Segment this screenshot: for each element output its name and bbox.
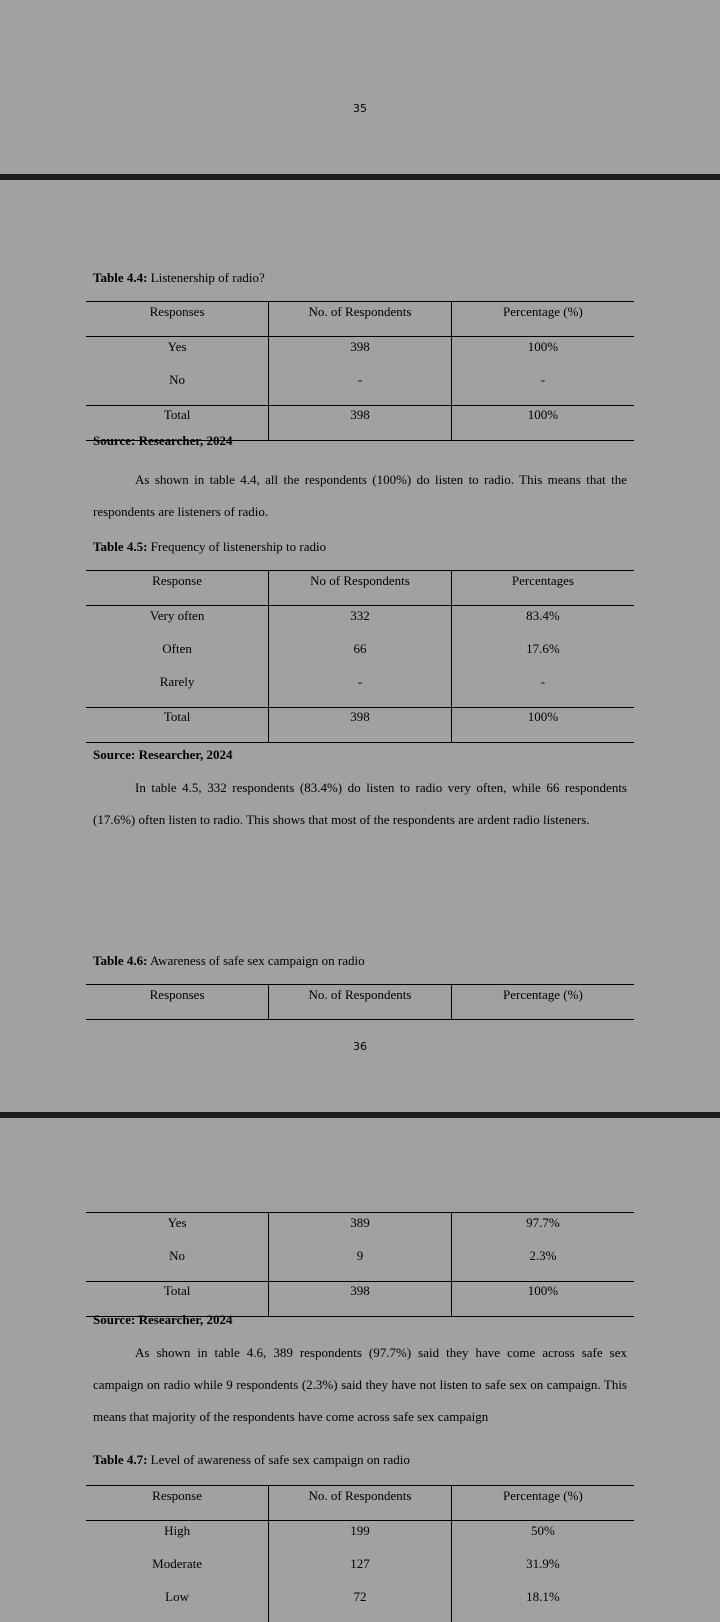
table-4-7 — [86, 1485, 634, 1622]
table-cell: 398 — [269, 1282, 452, 1317]
column-header: Responses — [86, 985, 269, 1020]
table-4-4 — [86, 301, 634, 441]
table-4-5 — [86, 570, 634, 743]
table-cell: - — [269, 372, 452, 406]
column-header: Percentage (%) — [451, 1486, 634, 1521]
paragraph: In table 4.5, 332 respondents (83.4%) do listen to radio very often, while 66 respondents (17.6%) often listen to radio. This shows that most of the respondents are ardent radio listeners. — [93, 780, 627, 827]
table-caption — [93, 953, 365, 969]
table-cell: Yes — [86, 337, 269, 373]
table-row — [86, 1248, 634, 1282]
table-cell: 389 — [269, 1213, 452, 1249]
table-cell: No — [86, 372, 269, 406]
table-row — [86, 372, 634, 406]
page-separator — [0, 1112, 720, 1118]
table-cell: 83.4% — [451, 606, 634, 642]
table-cell: 2.3% — [451, 1248, 634, 1282]
table-cell: 50% — [451, 1521, 634, 1557]
table-cell: 31.9% — [451, 1556, 634, 1589]
table-row — [86, 674, 634, 708]
page-number: 35 — [353, 102, 367, 115]
table-cell: Yes — [86, 1213, 269, 1249]
table-cell: 398 — [269, 708, 452, 743]
table-row — [86, 337, 634, 373]
table-cell: 398 — [269, 406, 452, 441]
page-separator — [0, 174, 720, 180]
column-header: Percentages — [451, 571, 634, 606]
table-cell: 66 — [269, 641, 452, 674]
column-header: Response — [86, 571, 269, 606]
table-cell: 100% — [451, 406, 634, 441]
table-cell: 100% — [451, 1282, 634, 1317]
table-cell: Total — [86, 406, 269, 441]
column-header: No. of Respondents — [269, 985, 452, 1020]
table-cell: 100% — [451, 708, 634, 743]
table-total-row — [86, 708, 634, 743]
table-cell: - — [451, 372, 634, 406]
table-row — [86, 1213, 634, 1249]
table-caption-text: Level of awareness of safe sex campaign on radio — [147, 1452, 410, 1467]
table-caption — [93, 1452, 410, 1468]
table-cell: 17.6% — [451, 641, 634, 674]
table-caption-label: Table 4.4: — [93, 270, 148, 285]
column-header: Percentage (%) — [451, 302, 634, 337]
table-cell: 100% — [451, 337, 634, 373]
table-caption — [93, 270, 265, 286]
table-cell: 72 — [269, 1589, 452, 1622]
table-cell: 127 — [269, 1556, 452, 1589]
table-source: Source: Researcher, 2024 — [93, 747, 233, 762]
table-cell: Total — [86, 708, 269, 743]
table-cell: Very often — [86, 606, 269, 642]
table-cell: 9 — [269, 1248, 452, 1282]
column-header: No of Respondents — [269, 571, 452, 606]
table-cell: 97.7% — [451, 1213, 634, 1249]
table-cell: Low — [86, 1589, 269, 1622]
column-header: Responses — [86, 302, 269, 337]
table-caption-text: Listenership of radio? — [147, 270, 265, 285]
table-source: Source: Researcher, 2024 — [93, 433, 233, 448]
table-source: Source: Researcher, 2024 — [93, 1312, 233, 1327]
paragraph: As shown in table 4.6, 389 respondents (97.7%) said they have come across safe sex campaign on radio while 9 respondents (2.3%) said they have not listen to safe sex on campaign. This means that majority of the respondents have come across safe sex campaign — [93, 1345, 627, 1424]
table-row — [86, 1521, 634, 1557]
table-4-6-header — [86, 984, 634, 1020]
table-cell: - — [451, 674, 634, 708]
table-cell: Total — [86, 1282, 269, 1317]
table-cell: - — [269, 674, 452, 708]
table-cell: 199 — [269, 1521, 452, 1557]
table-cell: 398 — [269, 337, 452, 373]
table-cell: Often — [86, 641, 269, 674]
table-cell: No — [86, 1248, 269, 1282]
table-cell: Moderate — [86, 1556, 269, 1589]
table-caption — [93, 539, 326, 555]
column-header: No. of Respondents — [269, 1486, 452, 1521]
paragraph: As shown in table 4.4, all the respondents (100%) do listen to radio. This means that the respondents are listeners of radio. — [93, 472, 627, 519]
table-caption-text: Awareness of safe sex campaign on radio — [147, 953, 365, 968]
table-row — [86, 1556, 634, 1589]
column-header: Percentage (%) — [451, 985, 634, 1020]
table-caption-label: Table 4.5: — [93, 539, 148, 554]
column-header: No. of Respondents — [269, 302, 452, 337]
table-caption-label: Table 4.7: — [93, 1452, 148, 1467]
table-caption-label: Table 4.6: — [93, 953, 148, 968]
column-header: Response — [86, 1486, 269, 1521]
table-cell: High — [86, 1521, 269, 1557]
table-cell: 332 — [269, 606, 452, 642]
table-row — [86, 1589, 634, 1622]
table-cell: 18.1% — [451, 1589, 634, 1622]
page-number: 36 — [353, 1040, 367, 1053]
table-row — [86, 641, 634, 674]
table-cell: Rarely — [86, 674, 269, 708]
table-row — [86, 606, 634, 642]
table-caption-text: Frequency of listenership to radio — [147, 539, 327, 554]
table-4-6-body — [86, 1212, 634, 1317]
